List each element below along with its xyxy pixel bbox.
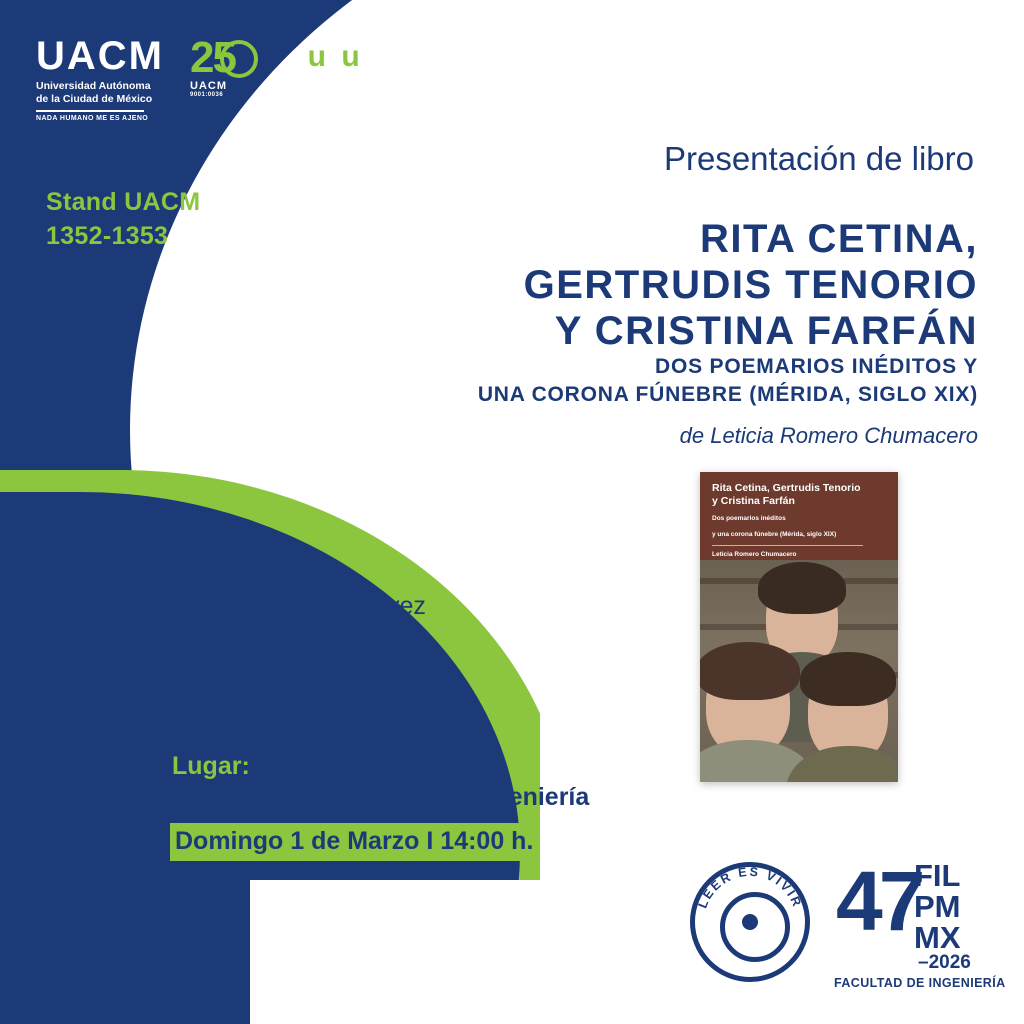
event-author: de Leticia Romero Chumacero (679, 423, 978, 448)
seal-text: LEER ES VIVIR (695, 864, 805, 911)
publicaciones-logo (411, 36, 502, 96)
anniversary-logo (189, 33, 266, 102)
uacm-wordmark: UACM (36, 34, 164, 78)
leer-es-vivir-seal (690, 862, 810, 982)
uacm-name-line2: de la Ciudad de México (36, 93, 153, 106)
participant-name: Ximena Yáñez Chávez (172, 592, 426, 621)
publicaciones-label: PUBLICACIONES (411, 85, 502, 96)
uacm-motto: NADA HUMANO ME ES AJENO (36, 115, 149, 123)
event-kicker: Presentación de libro (663, 140, 974, 177)
venue-value: Salón de la Academia de Ingeniería (172, 783, 590, 811)
anniversary-ring-icon (220, 40, 258, 78)
stand-numbers: 1352-1353 (46, 221, 169, 250)
anniversary-label: UACM (189, 80, 227, 92)
event-title-line3: Y CRISTINA FARFÁN (554, 309, 978, 353)
uacm-name-line1: Universidad Autónoma (36, 80, 151, 92)
fil-year: –2026 (918, 952, 971, 973)
portrait-girl-left (706, 656, 790, 756)
svg-text:LEER ES VIVIR (695, 865, 804, 910)
uacm-divider (36, 110, 144, 112)
cultura-uacm-logo (292, 36, 385, 87)
anniversary-sublabel: 9001:0036 (189, 92, 224, 99)
fil-acronym-line2: PM (914, 889, 961, 924)
event-title-line1: RITA CETINA, (700, 217, 978, 261)
event-datetime: Domingo 1 de Marzo I 14:00 h. (170, 823, 540, 861)
cultura-wordmark: cultura (291, 40, 386, 73)
event-title (524, 216, 978, 354)
fil-acronym-line3: MX (914, 920, 961, 955)
book-cover-title-line1: Rita Cetina, Gertrudis Tenorio (712, 482, 861, 494)
book-cover-divider (712, 545, 863, 546)
seal-text-icon (690, 862, 810, 982)
participants-label: Participan: (172, 551, 291, 579)
fil-edition-number: 47 (836, 854, 922, 948)
book-cover-image (700, 472, 898, 782)
book-cover-subtitle-line1: Dos poemarios inéditos (712, 515, 786, 523)
event-subtitle-line2: UNA CORONA FÚNEBRE (MÉRIDA, SIGLO XIX) (477, 382, 978, 406)
book-cover-photo (700, 560, 898, 782)
fil-logo (836, 856, 1006, 996)
book-cover-text (700, 472, 898, 558)
event-subtitle (478, 353, 978, 408)
stand-info (46, 186, 200, 254)
stand-label: Stand UACM (46, 188, 201, 216)
fil-acronym-line1: FIL (914, 858, 961, 893)
logo-row (36, 33, 502, 123)
publicaciones-grid-icon (411, 40, 502, 79)
book-cover-title-line2: y Cristina Farfán (712, 495, 795, 508)
participants-extra: y la autora (172, 633, 289, 662)
book-cover-subtitle-line2: y una corona fúnebre (Mérida, siglo XIX) (712, 530, 837, 538)
participants-block (172, 545, 426, 669)
venue-label: Lugar: (172, 752, 250, 780)
book-cover-author: Leticia Romero Chumacero (712, 551, 797, 559)
cultura-sublabel: UACM (342, 72, 386, 87)
event-title-line2: GERTRUDIS TENORIO (523, 263, 978, 307)
fil-faculty: FACULTAD DE INGENIERÍA (834, 976, 1006, 990)
portrait-woman-right (808, 664, 888, 762)
uacm-logo (36, 36, 164, 122)
anniversary-number: 25 (189, 33, 235, 82)
fil-acronym (914, 860, 961, 953)
event-subtitle-line1: DOS POEMARIOS INÉDITOS Y (655, 355, 978, 378)
